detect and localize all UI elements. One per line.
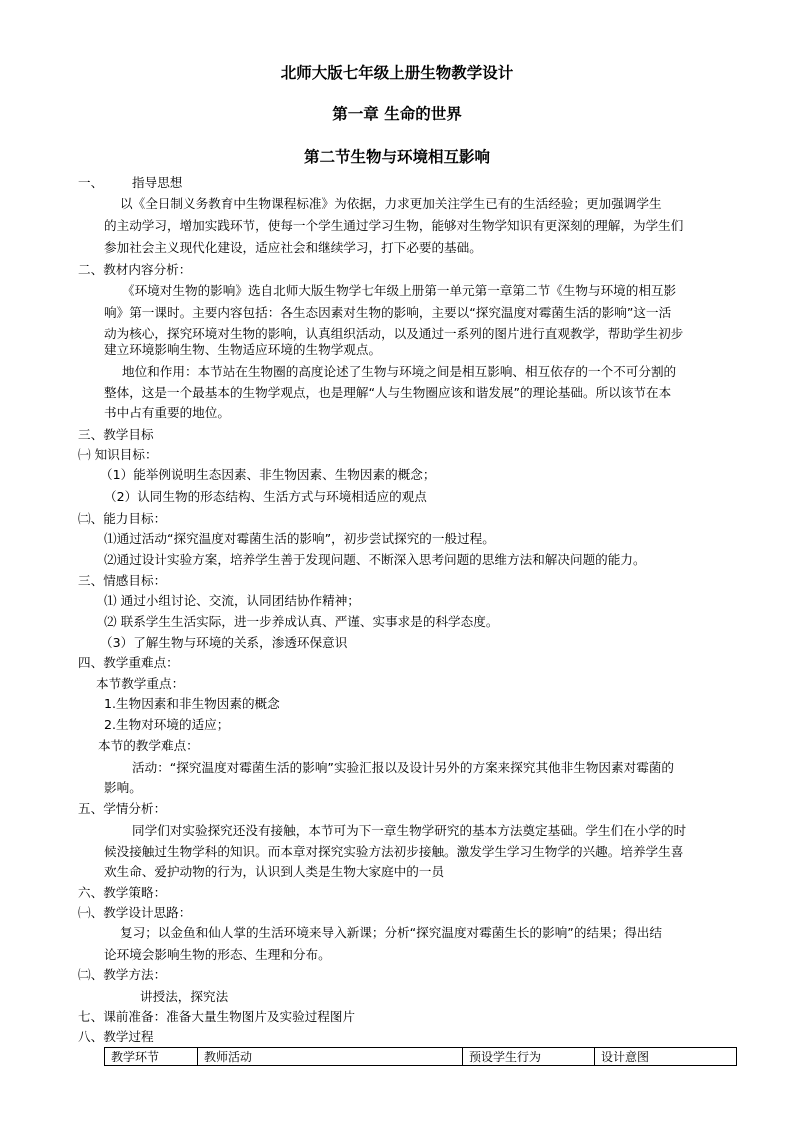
difficult-points-heading: 本节的教学难点：: [98, 738, 199, 753]
paragraph-line: 地位和作用：本节站在生物圈的高度论述了生物与环境之间是相互影响、相互依存的一个不可分割的: [122, 364, 677, 379]
table-header-cell: 教师活动: [198, 1048, 463, 1066]
table-header-cell: 预设学生行为: [463, 1048, 595, 1066]
s4-heading: 四、教学重难点：: [78, 655, 179, 670]
section-title: 第二节生物与环境相互影响: [303, 148, 490, 166]
chapter-title: 第一章 生命的世界: [332, 105, 462, 123]
paragraph-line: 动为核心，探究环境对生物的影响，认真组织活动，以及通过一系列的图片进行直观教学，帮助学生初步: [104, 326, 684, 341]
s1-heading: 指导思想: [132, 175, 183, 190]
key-points-heading: 本节教学重点：: [96, 676, 185, 691]
paragraph-line: 复习；以金鱼和仙人掌的生活环境来导入新课；分析“探究温度对霉菌生长的影响”的结果；得出结: [120, 925, 662, 940]
document-title: 北师大版七年级上册生物教学设计: [280, 64, 514, 82]
paragraph-line: 书中占有重要的地位。: [104, 405, 230, 420]
list-item: ⑴ 通过小组讨论、交流，认同团结协作精神；: [104, 593, 360, 608]
s5-heading: 五、学情分析：: [78, 801, 167, 816]
paragraph-line: 以《全日制义务教育中生物课程标准》为依据，力求更加关注学生已有的生活经验；更加强调学生: [120, 196, 662, 211]
s8-heading: 八、教学过程: [78, 1029, 154, 1044]
paragraph-line: 整体，这是一个最基本的生物学观点，也是理解“人与生物圈应该和谐发展”的理论基础。所以该节在本: [104, 385, 672, 400]
paragraph-line: 的主动学习，增加实践环节，使每一个学生通过学习生物，能够对生物学知识有更深刻的理解，为学生们: [104, 218, 684, 233]
design-heading: ㈠、教学设计思路：: [78, 905, 192, 920]
list-item: 2.生物对环境的适应；: [104, 717, 230, 732]
paragraph-line: 响》第一课时。主要内容包括：各生态因素对生物的影响，主要以“探究温度对霉菌生活的影响”这一活: [104, 305, 672, 320]
ability-heading: ㈡、能力目标：: [78, 511, 167, 526]
paragraph-line: 参加社会主义现代化建设，适应社会和继续学习，打下必要的基础。: [104, 240, 482, 255]
list-item: （1）能举例说明生态因素、非生物因素、生物因素的概念；: [100, 467, 436, 482]
emotion-heading: 三、情感目标：: [78, 573, 167, 588]
table-header-cell: 设计意图: [595, 1048, 737, 1066]
s6-heading: 六、教学策略：: [78, 885, 167, 900]
paragraph-line: 《环境对生物的影响》选自北师大版生物学七年级上册第一单元第一章第二节《生物与环境的相互影: [122, 283, 677, 298]
table-header-row: [105, 1048, 737, 1066]
list-item: （2）认同生物的形态结构、生活方式与环境相适应的观点: [104, 489, 427, 504]
list-item: （3）了解生物与环境的关系，渗透环保意识: [100, 635, 348, 650]
method-text: 讲授法，探究法: [140, 989, 229, 1004]
paragraph-line: 建立环境影响生物、生物适应环境的生物学观点。: [104, 342, 382, 357]
s3-heading: 三、教学目标: [78, 427, 154, 442]
list-item: 1.生物因素和非生物因素的概念: [104, 696, 280, 711]
s1-number: 一、: [78, 175, 104, 190]
paragraph-line: 候没接触过生物学科的知识。而本章对探究实验方法初步接触。激发学生学习生物学的兴趣。培养学生喜: [104, 844, 684, 859]
s7-text: 七、课前准备：准备大量生物图片及实验过程图片: [78, 1009, 356, 1024]
list-item: ⑵通过设计实验方案，培养学生善于发现问题、不断深入思考问题的思维方法和解决问题的能力。: [104, 552, 646, 567]
paragraph-line: 活动：“探究温度对霉菌生活的影响”实验汇报以及设计另外的方案来探究其他非生物因素对霉菌的: [132, 760, 674, 775]
paragraph-line: 欢生命、爱护动物的行为，认识到人类是生物大家庭中的一员: [104, 864, 445, 879]
paragraph-line: 论环境会影响生物的形态、生理和分布。: [104, 947, 331, 962]
s2-heading: 二、教材内容分析：: [78, 262, 192, 277]
paragraph-line: 影响。: [104, 780, 142, 795]
list-item: ⑴通过活动“探究温度对霉菌生活的影响”，初步尝试探究的一般过程。: [104, 531, 495, 546]
knowledge-heading: ㈠ 知识目标：: [78, 447, 158, 462]
paragraph-line: 同学们对实验探究还没有接触，本节可为下一章生物学研究的基本方法奠定基础。学生们在小学的时: [132, 823, 687, 838]
table-header-cell: 教学环节: [105, 1048, 198, 1066]
method-heading: ㈡、教学方法：: [78, 967, 167, 982]
teaching-process-table: [104, 1047, 737, 1066]
list-item: ⑵ 联系学生生活实际，进一步养成认真、严谨、实事求是的科学态度。: [104, 614, 499, 629]
